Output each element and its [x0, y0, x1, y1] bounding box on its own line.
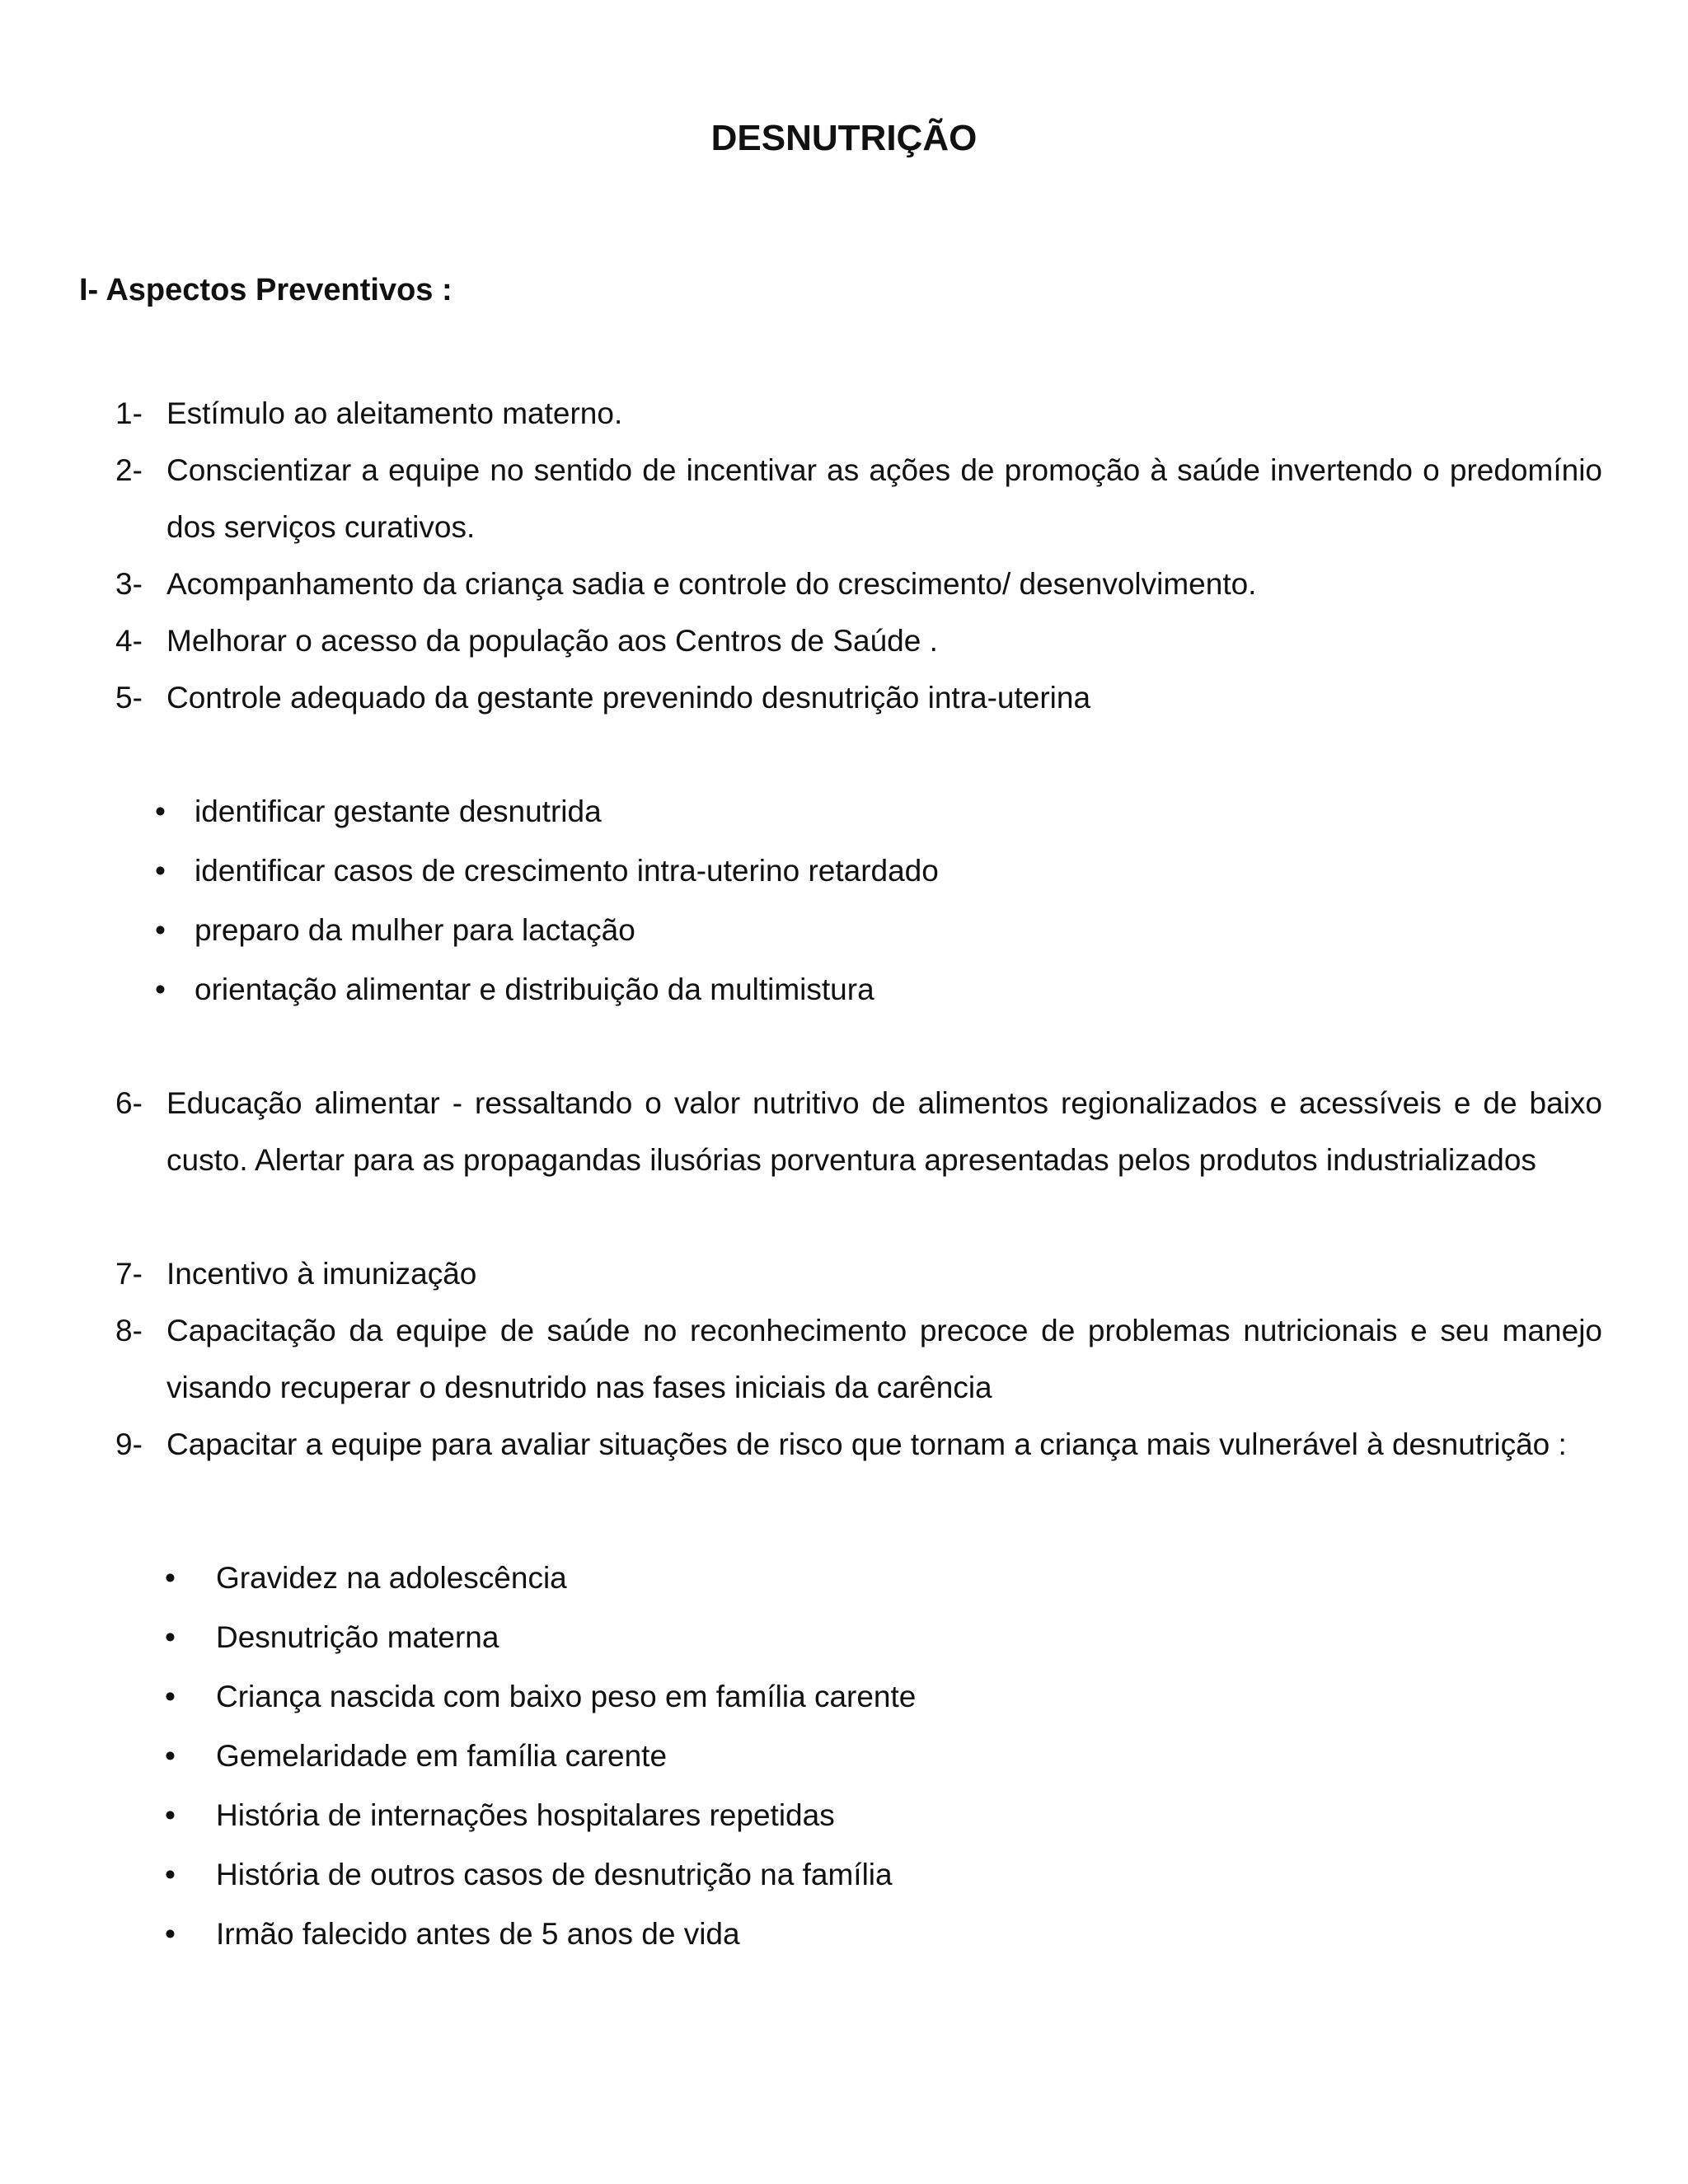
item-text: Estímulo ao aleitamento materno.	[166, 396, 623, 430]
list-item	[165, 1846, 916, 1905]
item-text: Melhorar o acesso da população aos Centros de Saúde .	[166, 624, 938, 658]
item-number: 7-	[115, 1257, 143, 1291]
numbered-item-9	[115, 1416, 1602, 1473]
bullet-icon: •	[165, 1561, 176, 1595]
list-item	[165, 1787, 916, 1846]
bullet-icon: •	[155, 854, 166, 888]
item-number: 9-	[115, 1427, 143, 1461]
list-item-text: orientação alimentar e distribuição da multimistura	[195, 972, 874, 1006]
list-item	[165, 1905, 916, 1965]
list-item-text: Irmão falecido antes de 5 anos de vida	[216, 1917, 740, 1951]
list-item	[155, 842, 939, 902]
item-number: 4-	[115, 624, 143, 658]
list-item-text: identificar gestante desnutrida	[195, 794, 602, 828]
list-item	[155, 961, 939, 1020]
list-item-text: História de outros casos de desnutrição na família	[216, 1858, 893, 1891]
list-item-text: Criança nascida com baixo peso em família carente	[216, 1680, 917, 1713]
bullet-icon: •	[155, 913, 166, 947]
item-text: Incentivo à imunização	[166, 1257, 477, 1291]
item-text: Acompanhamento da criança sadia e controle do crescimento/ desenvolvimento.	[166, 567, 1257, 601]
bullet-icon: •	[165, 1798, 176, 1832]
numbered-item-5	[115, 669, 1602, 726]
bullet-icon: •	[155, 794, 166, 828]
item-number: 8-	[115, 1314, 143, 1347]
bullet-icon: •	[165, 1858, 176, 1891]
list-item	[155, 902, 939, 961]
item-text: Capacitação da equipe de saúde no reconhecimento precoce de problemas nutricionais e seu manejo visando recuperar o desnutrido nas fases iniciais da carência	[166, 1314, 1602, 1404]
numbered-item-4	[115, 612, 1602, 669]
document-title: DESNUTRIÇÃO	[710, 118, 978, 158]
bullet-icon: •	[165, 1620, 176, 1654]
list-item-text: História de internações hospitalares repetidas	[216, 1798, 835, 1832]
bullet-icon: •	[165, 1680, 176, 1713]
list-item-text: Desnutrição materna	[216, 1620, 499, 1654]
numbered-item-2	[115, 442, 1602, 555]
item-number: 2-	[115, 453, 143, 487]
section-heading: I- Aspectos Preventivos :	[79, 273, 452, 307]
numbered-item-6	[115, 1075, 1602, 1188]
numbered-item-3	[115, 555, 1602, 612]
item-text: Capacitar a equipe para avaliar situações de risco que tornam a criança mais vulnerável à desnutrição :	[166, 1427, 1567, 1461]
item9-bullet-list	[165, 1549, 916, 1965]
item-number: 6-	[115, 1086, 143, 1120]
list-item	[155, 783, 939, 842]
bullet-icon: •	[165, 1739, 176, 1773]
item-text: Conscientizar a equipe no sentido de incentivar as ações de promoção à saúde invertendo o predomínio dos serviços curativos.	[166, 453, 1602, 544]
item-text: Controle adequado da gestante prevenindo desnutrição intra-uterina	[166, 681, 1091, 715]
list-item-text: Gemelaridade em família carente	[216, 1739, 668, 1773]
numbered-item-7	[115, 1245, 1602, 1302]
list-item	[165, 1668, 916, 1727]
list-item-text: preparo da mulher para lactação	[195, 913, 635, 947]
list-item-text: Gravidez na adolescência	[216, 1561, 567, 1595]
bullet-icon: •	[155, 972, 166, 1006]
list-item-text: identificar casos de crescimento intra-uterino retardado	[195, 854, 939, 888]
numbered-item-1	[115, 385, 1602, 442]
list-item	[165, 1727, 916, 1787]
item-number: 5-	[115, 681, 143, 715]
numbered-item-8	[115, 1302, 1602, 1416]
item-number: 1-	[115, 396, 143, 430]
list-item	[165, 1549, 916, 1609]
item5-bullet-list	[155, 783, 939, 1020]
list-item	[165, 1609, 916, 1668]
bullet-icon: •	[165, 1917, 176, 1951]
item-number: 3-	[115, 567, 143, 601]
item-text: Educação alimentar - ressaltando o valor nutritivo de alimentos regionalizados e acessíveis e de baixo custo. Alertar para as propagandas ilusórias porventura apresentadas pelos produtos industrializados	[166, 1086, 1602, 1177]
